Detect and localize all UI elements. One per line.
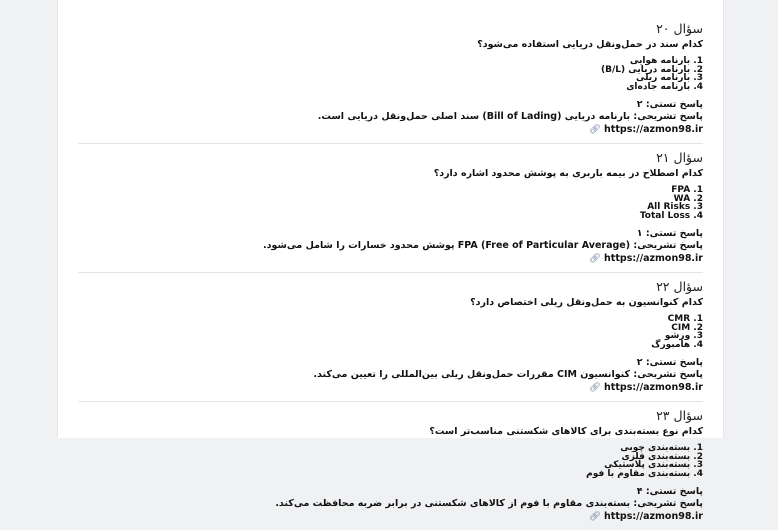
question-block — [78, 401, 703, 530]
option-item: 4. هامبورگ — [651, 339, 703, 350]
source-link[interactable] — [78, 381, 703, 394]
question-text: کدام سند در حمل‌ونقل دریایی استفاده می‌شود؟ — [477, 39, 703, 50]
explanation: پاسخ تشریحی: بارنامه دریایی (Bill of Lading) سند اصلی حمل‌ونقل دریایی است. — [317, 111, 703, 122]
questions-list — [78, 0, 703, 530]
test-answer: پاسخ تستی: ۱ — [636, 228, 703, 239]
link-icon: 🔗︎ — [588, 253, 602, 264]
test-answer: پاسخ تستی: ۲ — [636, 357, 703, 368]
option-item: 3. بسته‌بندی پلاستیکی — [604, 460, 703, 470]
question-text: کدام کنوانسیون به حمل‌ونقل ریلی اختصاص دارد؟ — [470, 297, 703, 308]
link-icon: 🔗︎ — [588, 124, 602, 135]
explanation: پاسخ تشریحی: کنوانسیون CIM مقررات حمل‌ونقل ریلی بین‌المللی را تعیین می‌کند. — [313, 369, 703, 380]
option-item: 2. CIM — [671, 322, 703, 333]
source-link-text[interactable]: https://azmon98.ir — [604, 382, 703, 393]
question-title: سؤال ۲۰ — [656, 21, 703, 36]
question-title: سؤال ۲۳ — [656, 408, 703, 423]
link-icon: 🔗︎ — [588, 382, 602, 393]
options-list — [78, 57, 703, 91]
source-link-text[interactable]: https://azmon98.ir — [604, 511, 703, 522]
option-item: 3. بارنامه ریلی — [635, 73, 703, 83]
test-answer: پاسخ تستی: ۴ — [636, 486, 703, 497]
options-list — [78, 186, 703, 220]
source-link[interactable] — [78, 252, 703, 265]
options-list — [78, 444, 703, 478]
option-item: 4. Total Loss — [639, 210, 703, 221]
test-answer: پاسخ تستی: ۲ — [636, 99, 703, 110]
question-block — [78, 272, 703, 401]
option-item: 1. CMR — [667, 314, 703, 324]
explanation: پاسخ تشریحی: FPA (Free of Particular Average) پوشش محدود خسارات را شامل می‌شود. — [263, 240, 703, 251]
question-text: کدام نوع بسته‌بندی برای کالاهای شکستنی مناسب‌تر است؟ — [429, 426, 703, 437]
option-item: 3. All Risks — [647, 202, 703, 212]
question-block — [78, 0, 703, 143]
option-item: 2. WA — [673, 193, 703, 204]
option-item: 1. FPA — [671, 185, 703, 195]
question-block — [78, 143, 703, 272]
question-title: سؤال ۲۲ — [656, 279, 703, 294]
option-item: 2. بسته‌بندی فلزی — [621, 451, 703, 462]
option-item: 3. ورشو — [664, 331, 703, 341]
question-text: کدام اصطلاح در بیمه باربری به پوشش محدود اشاره دارد؟ — [433, 168, 703, 179]
question-title: سؤال ۲۱ — [656, 150, 703, 165]
document-page — [57, 0, 724, 522]
source-link[interactable] — [78, 510, 703, 523]
options-list — [78, 315, 703, 349]
source-link-text[interactable]: https://azmon98.ir — [604, 253, 703, 264]
option-item: 2. بارنامه دریایی (B/L) — [601, 64, 703, 75]
option-item: 1. بارنامه هوایی — [629, 56, 703, 66]
option-item: 4. بسته‌بندی مقاوم با فوم — [586, 468, 703, 479]
source-link-text[interactable]: https://azmon98.ir — [604, 124, 703, 135]
option-item: 1. بسته‌بندی چوبی — [620, 443, 703, 453]
link-icon: 🔗︎ — [588, 511, 602, 522]
source-link[interactable] — [78, 123, 703, 136]
option-item: 4. بارنامه جاده‌ای — [626, 81, 703, 92]
explanation: پاسخ تشریحی: بسته‌بندی مقاوم با فوم از کالاهای شکستنی در برابر ضربه محافظت می‌کند. — [275, 498, 703, 509]
